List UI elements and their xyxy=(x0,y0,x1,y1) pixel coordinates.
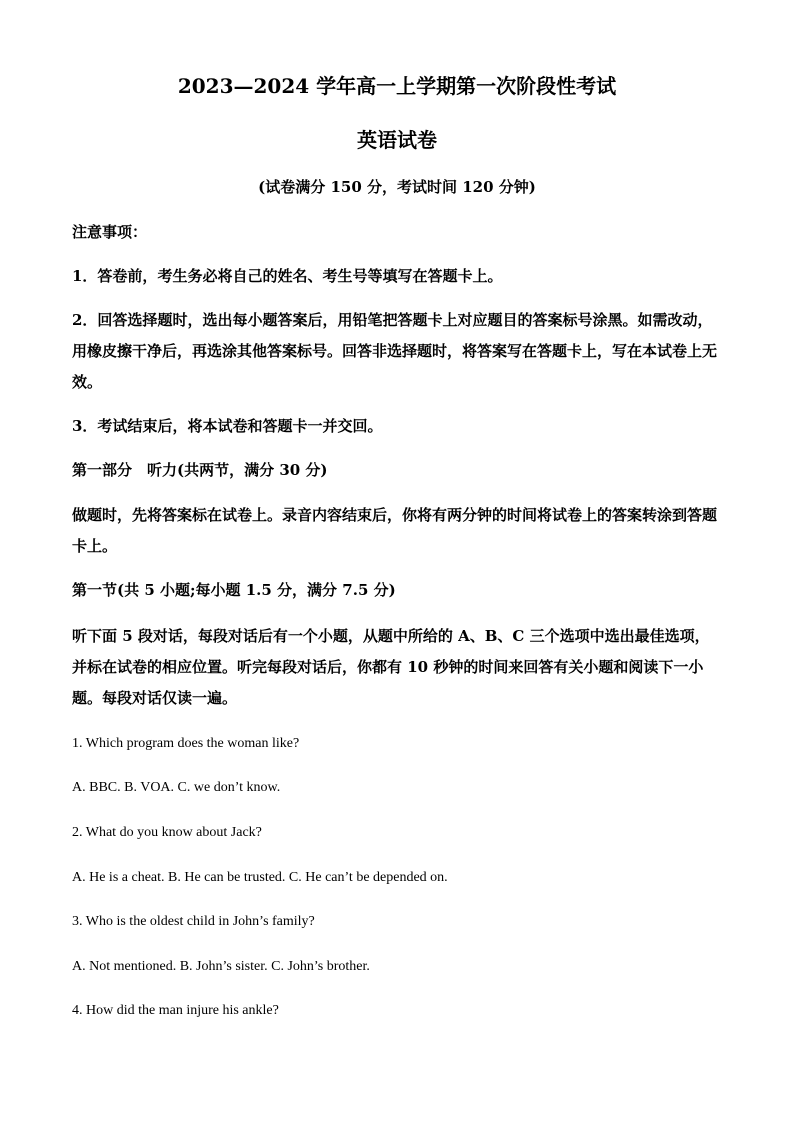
instructions-heading: 注意事项： xyxy=(72,223,148,241)
exam-title: 2023—2024 学年高一上学期第一次阶段性考试 xyxy=(177,74,617,98)
section1-instruction: 听下面 5 段对话，每段对话后有一个小题，从题中所给的 A、B、C 三个选项中选出最佳选项，并标在试卷的相应位置。听完每段对话后，你都有 10 秒钟的时间来回答有关小题和阅读下一小题。每段对话仅读一遍。 xyxy=(72,627,710,707)
instruction-item-3: 3．考试结束后，将本试卷和答题卡一并交回。 xyxy=(72,417,383,435)
exam-subtitle: 英语试卷 xyxy=(357,128,437,152)
question-3-options: A. Not mentioned. B. John’s sister. C. John’s brother. xyxy=(72,959,370,974)
section1-heading: 第一节(共 5 小题;每小题 1.5 分，满分 7.5 分) xyxy=(72,581,396,599)
instruction-item-2: 2．回答选择题时，选出每小题答案后，用铅笔把答题卡上对应题目的答案标号涂黑。如需改动，用橡皮擦干净后，再选涂其他答案标号。回答非选择题时，将答案写在答题卡上，写在本试卷上无效。 xyxy=(72,311,718,391)
question-1-options: A. BBC. B. VOA. C. we don’t know. xyxy=(72,780,281,795)
question-1: 1. Which program does the woman like? xyxy=(72,736,300,751)
exam-note: (试卷满分 150 分，考试时间 120 分钟) xyxy=(258,178,536,196)
question-3: 3. Who is the oldest child in John’s family? xyxy=(72,914,315,929)
part1-instruction: 做题时，先将答案标在试卷上。录音内容结束后，你将有两分钟的时间将试卷上的答案转涂到答题卡上。 xyxy=(72,506,718,555)
instruction-item-1: 1．答卷前，考生务必将自己的姓名、考生号等填写在答题卡上。 xyxy=(72,267,503,285)
question-2: 2. What do you know about Jack? xyxy=(72,825,262,840)
question-4: 4. How did the man injure his ankle? xyxy=(72,1003,279,1018)
part1-heading: 第一部分 听力(共两节，满分 30 分) xyxy=(72,461,328,479)
question-2-options: A. He is a cheat. B. He can be trusted. C. He can’t be depended on. xyxy=(72,870,448,885)
